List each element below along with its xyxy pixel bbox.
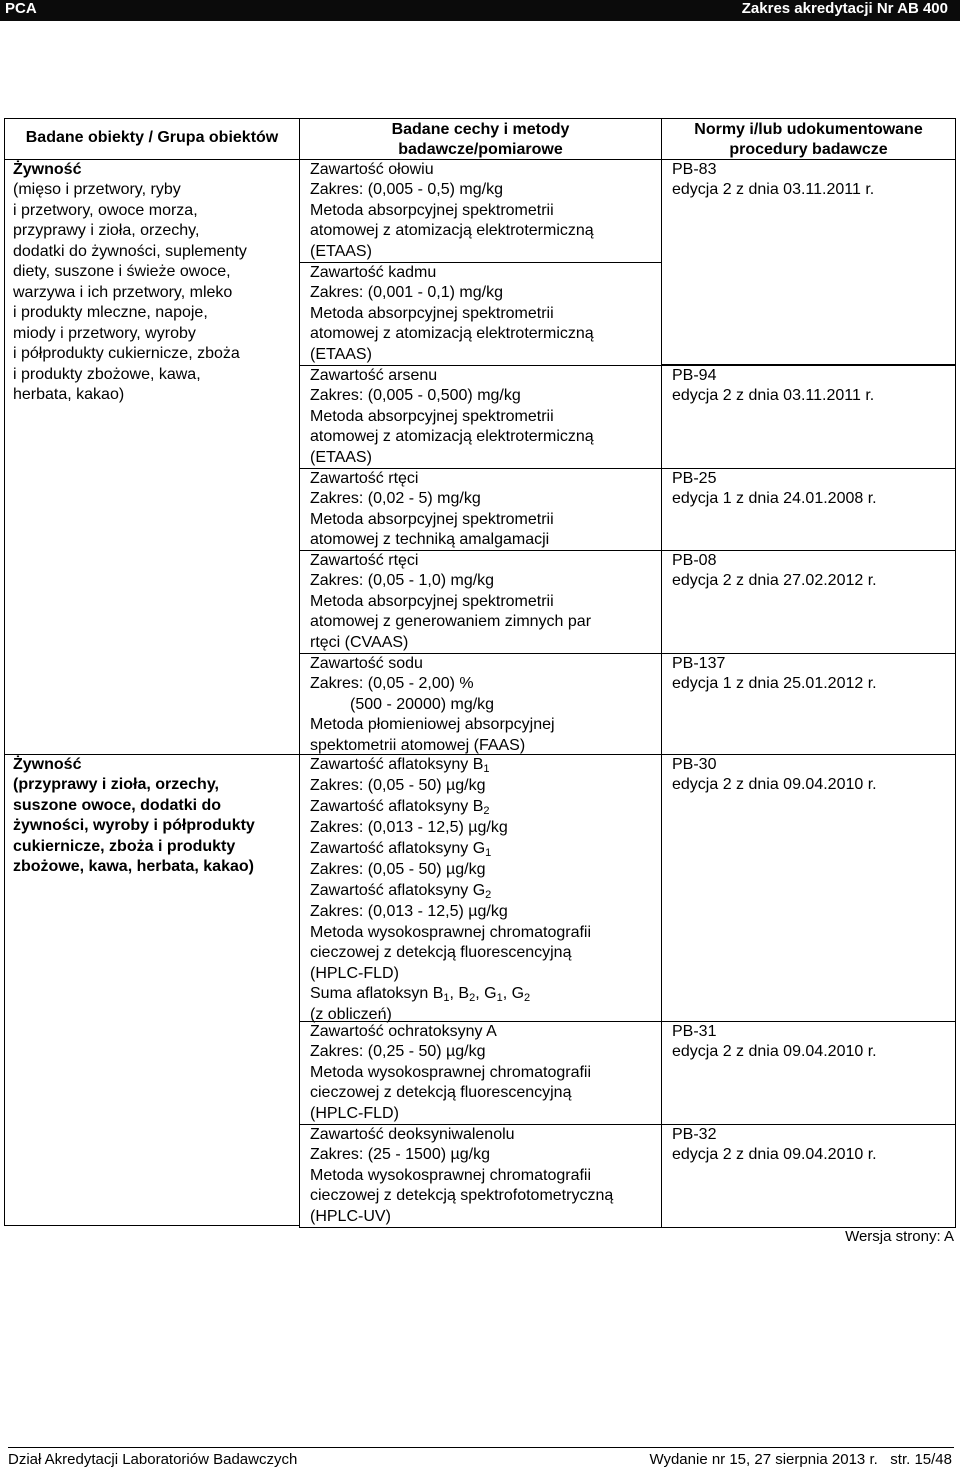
method-cell-cadmium: Zawartość kadmu Zakres: (0,001 - 0,1) mg/kg Metoda absorpcyjnej spektrometrii atomowej z atomizacją elektrotermiczną (ETAAS) [299, 262, 662, 366]
footer-department: Dział Akredytacji Laboratoriów Badawczych [8, 1451, 298, 1468]
page-version: Wersja strony: A [845, 1228, 954, 1245]
footer-divider [8, 1447, 954, 1448]
standard-cell-mercury-amalgamation: PB-25 edycja 1 z dnia 24.01.2008 r. [661, 468, 956, 551]
method-cell-sodium: Zawartość sodu Zakres: (0,05 - 2,00) % (500 - 20000) mg/kg Metoda płomieniowej absorpcyjnej spektometrii atomowej (FAAS) [299, 653, 662, 755]
top-header-bar [0, 0, 960, 21]
standard-cell-lead-cadmium: PB-83 edycja 2 z dnia 03.11.2011 r. [661, 159, 956, 365]
footer-edition-page: Wydanie nr 15, 27 sierpnia 2013 r. str. 15/48 [649, 1451, 952, 1468]
standard-cell-sodium: PB-137 edycja 1 z dnia 25.01.2012 r. [661, 653, 956, 755]
column-header-objects: Badane obiekty / Grupa obiektów [4, 118, 300, 160]
method-cell-mercury-amalgamation: Zawartość rtęci Zakres: (0,02 - 5) mg/kg Metoda absorpcyjnej spektrometrii atomowej z techniką amalgamacji [299, 468, 662, 551]
header-organization: PCA [5, 0, 37, 17]
method-cell-ochratoxin: Zawartość ochratoksyny A Zakres: (0,25 - 50) µg/kg Metoda wysokosprawnej chromatografii cieczowej z detekcją fluorescencyjną (HPLC-FLD) [299, 1021, 662, 1125]
standard-cell-mercury-cvaas: PB-08 edycja 2 z dnia 27.02.2012 r. [661, 550, 956, 654]
object-group-2: Żywność (przyprawy i zioła, orzechy, suszone owoce, dodatki do żywności, wyroby i półprodukty cukiernicze, zboża i produkty zbożowe, kawa, herbata, kakao) [4, 754, 300, 1226]
method-cell-lead: Zawartość ołowiu Zakres: (0,005 - 0,5) mg/kg Metoda absorpcyjnej spektrometrii atomowej z atomizacją elektrotermiczną (ETAAS) [299, 159, 662, 263]
standard-cell-ochratoxin: PB-31 edycja 2 z dnia 09.04.2010 r. [661, 1021, 956, 1125]
object-group-1: Żywność (mięso i przetwory, ryby i przetwory, owoce morza, przyprawy i zioła, orzechy, dodatki do żywności, suplementy diety, suszone i świeże owoce, warzywa i ich przetwory, mleko i produkty mleczne, napoje, miody i przetwory, wyroby i półprodukty cukiernicze, zboża i produkty zbożowe, kawa, herbata, kakao) [4, 159, 300, 755]
standard-cell-deoxynivalenol: PB-32 edycja 2 z dnia 09.04.2010 r. [661, 1124, 956, 1228]
method-cell-deoxynivalenol: Zawartość deoksyniwalenolu Zakres: (25 - 1500) µg/kg Metoda wysokosprawnej chromatografii cieczowej z detekcją spektrofotometryczną (HPLC-UV) [299, 1124, 662, 1228]
method-cell-arsenic: Zawartość arsenu Zakres: (0,005 - 0,500) mg/kg Metoda absorpcyjnej spektrometrii atomowej z atomizacją elektrotermiczną (ETAAS) [299, 365, 662, 469]
method-cell-mercury-cvaas: Zawartość rtęci Zakres: (0,05 - 1,0) mg/kg Metoda absorpcyjnej spektrometrii atomowej z generowaniem zimnych par rtęci (CVAAS) [299, 550, 662, 654]
header-accreditation-scope: Zakres akredytacji Nr AB 400 [741, 0, 948, 17]
standard-cell-aflatoxins: PB-30 edycja 2 z dnia 09.04.2010 r. [661, 754, 956, 1022]
method-cell-aflatoxins: Zawartość aflatoksyny $B_1$ Zakres: (0,05 - 50) µg/kg Zawartość aflatoksyny $B_2$ Zakres: (0,013 - 12,5) µg/kg Zawartość aflatoksyny $G_1$ Zakres: (0,05 - 50) µg/kg Zawartość aflatoksyny $G_2$ Zakres: (0,013 - 12,5) µg/kg Metoda wysokosprawnej chromatografii cieczowej z detekcją fluorescencyjną (HPLC-FLD) Suma aflatoksyn $B_1$, $B_2$, $G_1$, $G_2$ (z obliczeń) [299, 754, 662, 1022]
column-header-methods: Badane cechy i metody badawcze/pomiarowe [299, 118, 662, 160]
standard-cell-arsenic: PB-94 edycja 2 z dnia 03.11.2011 r. [661, 365, 956, 469]
column-header-standards: Normy i/lub udokumentowane procedury badawcze [661, 118, 956, 160]
